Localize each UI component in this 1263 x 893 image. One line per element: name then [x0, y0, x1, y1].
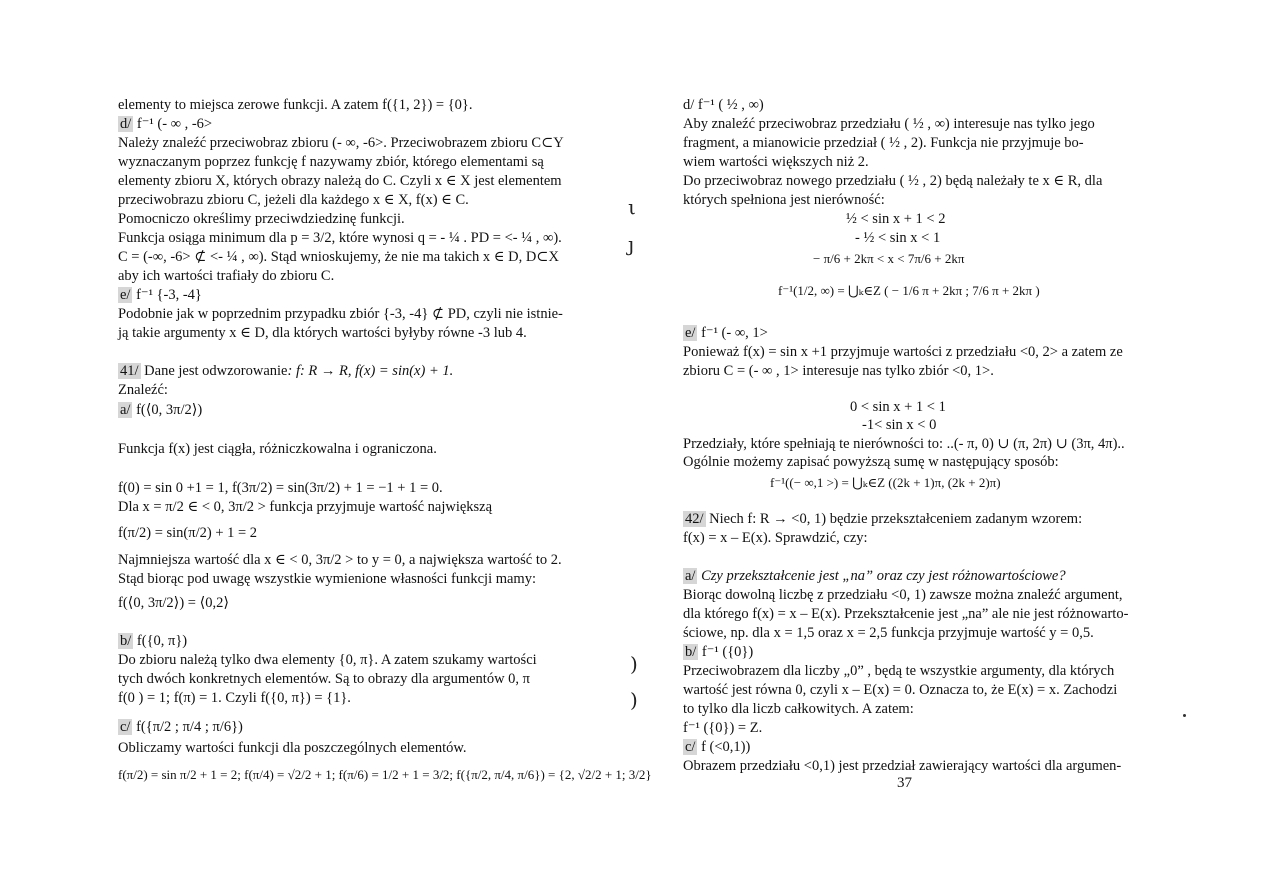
line-text: Obliczamy wartości funkcji dla poszczególnych elementów.: [118, 740, 467, 756]
line-text: Przedziały, które spełniają te nierówności to: ..(- π, 0) ∪ (π, 2π) ∪ (3π, 4π)..: [683, 436, 1125, 452]
right-line: [683, 453, 1059, 471]
left-line: [118, 134, 564, 152]
right-line: [683, 586, 1122, 604]
section-marker: 42/: [685, 511, 704, 527]
left-line: [118, 524, 257, 542]
right-line: [813, 250, 964, 268]
right-line: [862, 416, 936, 434]
left-line: [118, 401, 202, 419]
line-text: f⁻¹ ({0}): [698, 644, 754, 660]
left-line: [118, 551, 562, 569]
line-text: f⁻¹((− ∞,1 >) = ⋃ₖ∈Z ((2k + 1)π, (2k + 2)π): [770, 475, 1001, 490]
right-line: [855, 229, 940, 247]
left-line: [118, 324, 527, 342]
line-text: Dane jest odwzorowanie: [140, 363, 288, 379]
line-text: elementy to miejsca zerowe funkcji. A zatem f({1, 2}) = {0}.: [118, 97, 473, 113]
line-text: ją takie argumenty x ∈ D, dla których wartości byłyby równe -3 lub 4.: [118, 325, 527, 341]
right-line: [683, 700, 914, 718]
left-line: [118, 305, 563, 323]
right-line: [683, 738, 750, 756]
line-text: Ogólnie możemy zapisać powyższą sumę w następujący sposób:: [683, 454, 1059, 470]
line-text: tych dwóch konkretnych elementów. Są to obrazy dla argumentów 0, π: [118, 671, 531, 687]
section-marker: b/: [685, 644, 697, 660]
line-text: -1< sin x < 0: [862, 417, 937, 433]
line-text: fragment, a mianowicie przedział ( ½ , 2). Funkcja nie przyjmuje bo-: [683, 135, 1084, 151]
section-marker: c/: [685, 739, 696, 755]
section-marker: c/: [120, 719, 131, 735]
section-marker: e/: [120, 287, 131, 303]
line-text: Podobnie jak w poprzednim przypadku zbiór {-3, -4} ⊄ PD, czyli nie istnie-: [118, 306, 563, 322]
left-line: [118, 594, 229, 612]
left-line: [118, 248, 559, 266]
left-line: [118, 689, 351, 707]
line-text: f({π/2 ; π/4 ; π/6}): [132, 719, 243, 735]
line-text: f({0, π}): [133, 633, 188, 649]
right-line: [683, 435, 1125, 453]
line-text: − π/6 + 2kπ < x < 7π/6 + 2kπ: [813, 251, 965, 266]
right-line: [770, 474, 1001, 492]
left-line: [118, 651, 537, 669]
line-text: Funkcja osiąga minimum dla p = 3/2, które wynosi q = - ¼ . PD = <- ¼ , ∞).: [118, 230, 562, 246]
right-line: [683, 96, 764, 114]
margin-mark: ȷ: [628, 232, 635, 256]
left-line: [118, 498, 492, 516]
line-text: zbioru C = (- ∞ , 1> interesuje nas tylko zbiór <0, 1>.: [683, 363, 994, 379]
left-line: [118, 172, 562, 190]
right-line: [683, 643, 753, 661]
left-line: [118, 632, 187, 650]
scan-speck: [1183, 714, 1186, 717]
margin-mark: ): [630, 652, 638, 676]
right-line: [683, 172, 1102, 190]
left-line: [118, 115, 212, 133]
right-line: [683, 324, 768, 342]
left-line: [118, 229, 562, 247]
line-text: przeciwobrazu zbioru C, jeżeli dla każdego x ∈ X, f(x) ∈ C.: [118, 192, 469, 208]
italic-text: : f: R → R, f(x) = sin(x) + 1.: [287, 363, 454, 379]
line-text: ściowe, np. dla x = 1,5 oraz x = 2,5 funkcja przyjmuje wartość y = 0,5.: [683, 625, 1094, 641]
right-line: [846, 210, 945, 228]
section-marker: d/: [120, 116, 132, 132]
line-text: Ponieważ f(x) = sin x +1 przyjmuje wartości z przedziału <0, 2> a zatem ze: [683, 344, 1123, 360]
line-text: f(⟨0, 3π/2⟩) = ⟨0,2⟩: [118, 595, 230, 611]
left-line: [118, 381, 168, 399]
right-line: [683, 343, 1123, 361]
section-marker: 41/: [120, 363, 139, 379]
left-line: [118, 362, 453, 380]
right-line: [683, 662, 1114, 680]
line-text: Przeciwobrazem dla liczby „0” , będą te wszystkie argumenty, dla których: [683, 663, 1115, 679]
line-text: wartość jest równa 0, czyli x – E(x) = 0. Oznacza to, że E(x) = x. Zachodzi: [683, 682, 1118, 698]
italic-text: Czy przekształcenie jest „na” oraz czy jest różnowartościowe?: [697, 568, 1066, 584]
line-text: ½ < sin x + 1 < 2: [846, 211, 946, 227]
line-text: 0 < sin x + 1 < 1: [850, 399, 946, 415]
line-text: f(π/2) = sin π/2 + 1 = 2; f(π/4) = √2/2 + 1; f(π/6) = 1/2 + 1 = 3/2; f({π/2, π/4, π/6}) = {2, √2/2 + 1; 3/2}: [118, 767, 652, 782]
right-line: [683, 529, 868, 547]
left-line: [118, 766, 652, 784]
line-text: wiem wartości większych niż 2.: [683, 154, 869, 170]
line-text: Do przeciwobraz nowego przedziału ( ½ , 2) będą należały te x ∈ R, dla: [683, 173, 1103, 189]
line-text: f(π/2) = sin(π/2) + 1 = 2: [118, 525, 258, 541]
right-line: [683, 681, 1117, 699]
right-line: [683, 134, 1084, 152]
right-line: [778, 282, 1040, 300]
left-line: [118, 96, 473, 114]
page-number: 37: [897, 775, 912, 791]
right-line: [683, 624, 1094, 642]
section-marker: b/: [120, 633, 132, 649]
section-marker: e/: [685, 325, 696, 341]
line-text: Dla x = π/2 ∈ < 0, 3π/2 > funkcja przyjmuje wartość największą: [118, 499, 493, 515]
right-line: [683, 153, 869, 171]
line-text: f⁻¹ ({0}) = Z.: [683, 720, 763, 736]
line-text: Niech f: R → <0, 1) będzie przekształceniem zadanym wzorem:: [705, 511, 1083, 527]
right-line: [683, 191, 885, 209]
line-text: wyznaczanym poprzez funkcję f nazywamy zbiór, którego elementami są: [118, 154, 544, 170]
left-line: [118, 440, 437, 458]
line-text: d/ f⁻¹ ( ½ , ∞): [683, 97, 764, 113]
section-marker: a/: [120, 402, 131, 418]
line-text: to tylko dla liczb całkowitych. A zatem:: [683, 701, 914, 717]
line-text: f⁻¹(1/2, ∞) = ⋃ₖ∈Z ( − 1/6 π + 2kπ ; 7/6 π + 2kπ ): [778, 283, 1040, 298]
line-text: f (<0,1)): [697, 739, 751, 755]
right-line: [683, 567, 1066, 585]
line-text: f⁻¹ (- ∞, 1>: [697, 325, 768, 341]
line-text: Stąd biorąc pod uwagę wszystkie wymienione własności funkcji mamy:: [118, 571, 536, 587]
right-line: [683, 605, 1128, 623]
left-line: [118, 210, 405, 228]
right-line: [683, 719, 762, 737]
left-line: [118, 286, 202, 304]
line-text: Pomocniczo określimy przeciwdziedzinę funkcji.: [118, 211, 405, 227]
left-line: [118, 670, 530, 688]
section-marker: a/: [685, 568, 696, 584]
line-text: f⁻¹ (- ∞ , -6>: [133, 116, 213, 132]
line-text: - ½ < sin x < 1: [855, 230, 941, 246]
right-line: [850, 398, 946, 416]
line-text: f(0) = sin 0 +1 = 1, f(3π/2) = sin(3π/2) + 1 = −1 + 1 = 0.: [118, 480, 443, 496]
line-text: f⁻¹ {-3, -4}: [132, 287, 202, 303]
left-line: [118, 191, 469, 209]
line-text: których spełniona jest nierówność:: [683, 192, 885, 208]
line-text: f(x) = x – E(x). Sprawdzić, czy:: [683, 530, 868, 546]
line-text: Należy znaleźć przeciwobraz zbioru (- ∞, -6>. Przeciwobrazem zbioru C⊂Y: [118, 135, 564, 151]
line-text: Biorąc dowolną liczbę z przedziału <0, 1) zawsze można znaleźć argument,: [683, 587, 1123, 603]
left-line: [118, 153, 544, 171]
line-text: Obrazem przedziału <0,1) jest przedział zawierający wartości dla argumen-: [683, 758, 1122, 774]
line-text: C = (-∞, -6> ⊄ <- ¼ , ∞). Stąd wnioskujemy, że nie ma takich x ∈ D, D⊂X: [118, 249, 559, 265]
margin-mark: ): [630, 688, 638, 712]
line-text: aby ich wartości trafiały do zbioru C.: [118, 268, 335, 284]
line-text: elementy zbioru X, których obrazy należą do C. Czyli x ∈ X jest elementem: [118, 173, 562, 189]
line-text: Funkcja f(x) jest ciągła, różniczkowalna i ograniczona.: [118, 441, 437, 457]
left-line: [118, 479, 443, 497]
line-text: f(0 ) = 1; f(π) = 1. Czyli f({0, π}) = {1}.: [118, 690, 351, 706]
right-line: [683, 510, 1082, 528]
left-line: [118, 267, 334, 285]
line-text: dla którego f(x) = x – E(x). Przekształcenie jest „na” ale nie jest różnowarto-: [683, 606, 1129, 622]
line-text: f(⟨0, 3π/2⟩): [132, 402, 203, 418]
left-line: [118, 718, 243, 736]
line-text: Najmniejsza wartość dla x ∈ < 0, 3π/2 > to y = 0, a największa wartość to 2.: [118, 552, 562, 568]
line-text: Do zbioru należą tylko dwa elementy {0, π}. A zatem szukamy wartości: [118, 652, 537, 668]
line-text: Aby znaleźć przeciwobraz przedziału ( ½ , ∞) interesuje nas tylko jego: [683, 116, 1095, 132]
left-line: [118, 739, 467, 757]
right-line: [683, 362, 994, 380]
line-text: Znaleźć:: [118, 382, 168, 398]
margin-mark: ι: [628, 195, 636, 219]
left-line: [118, 570, 536, 588]
right-line: [683, 757, 1121, 775]
right-line: [683, 115, 1095, 133]
